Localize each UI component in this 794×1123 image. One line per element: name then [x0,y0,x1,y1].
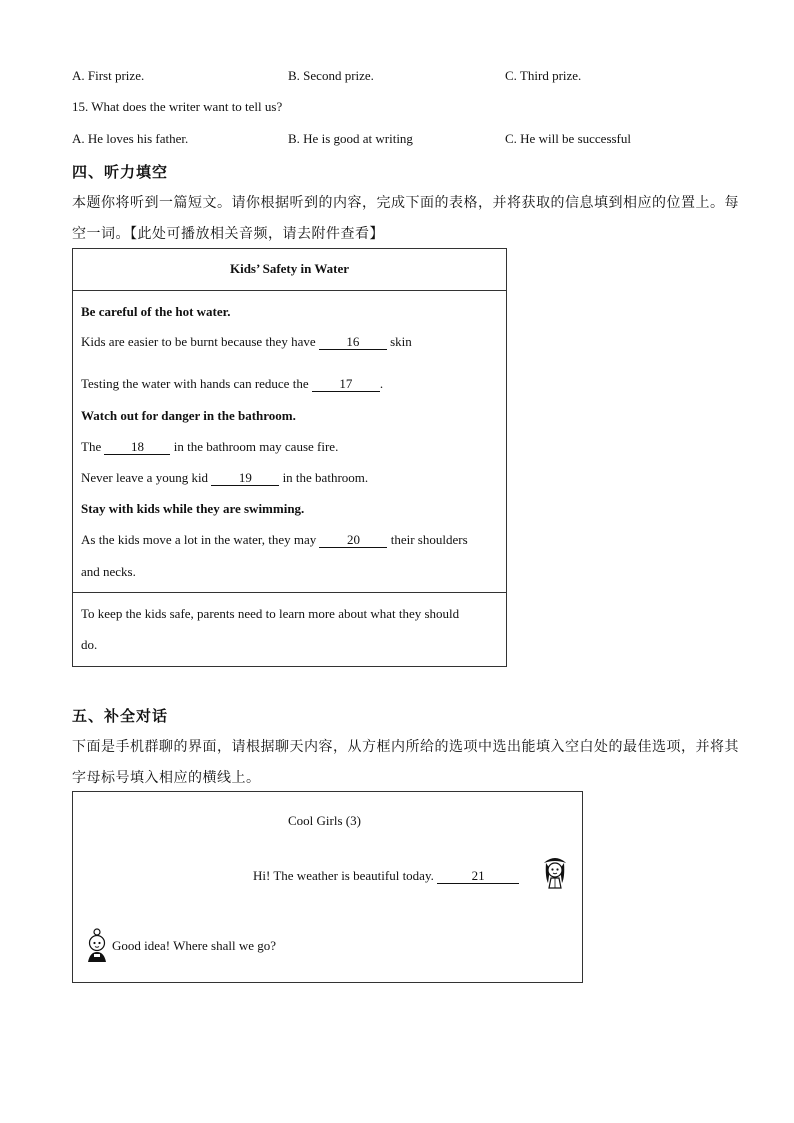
q14-option-a: A. First prize. [72,68,145,83]
section4-instruction-line1: 本题你将听到一篇短文。请你根据听到的内容，完成下面的表格，并将获取的信息填到相应的位置上。每 [72,195,739,211]
table-part2-heading: Watch out for danger in the bathroom. [81,408,296,423]
table-line-19-pre: Never leave a young kid [81,470,209,485]
chat-message-2: Good idea! Where shall we go? [112,938,277,953]
table-line-17-post: . [379,376,384,391]
table-title: Kids’ Safety in Water [229,261,350,276]
table-line-20-post: their shoulders [390,532,468,547]
table-line-16-pre: Kids are easier to be burnt because they have [81,334,316,349]
table-part1-heading: Be careful of the hot water. [81,304,231,319]
table-line-21: and necks. [81,564,136,579]
chat-message-1 [253,868,519,884]
section4-instruction-line2: 空一词。【此处可播放相关音频，请去附件查看】 [72,226,384,242]
table-summary-line2: do. [81,637,98,652]
section4-heading: 四、听力填空 [72,163,169,181]
table-line-17-pre: Testing the water with hands can reduce the [81,376,309,391]
q14-option-c: C. Third prize. [505,68,582,83]
table-line-18-post: in the bathroom may cause fire. [173,439,339,454]
table-line-20 [81,532,468,548]
section5-heading: 五、补全对话 [72,707,169,725]
q15-option-b: B. He is good at writing [288,131,413,146]
blank-21[interactable]: 21 [437,868,519,884]
girl-avatar-icon [540,853,570,889]
q15-option-c: C. He will be successful [505,131,632,146]
table-line-19-post: in the bathroom. [282,470,369,485]
blank-20[interactable]: 20 [319,532,387,548]
blank-17[interactable]: 17 [312,376,380,392]
blank-19[interactable]: 19 [211,470,279,486]
chat-title: Cool Girls (3) [288,813,361,828]
q14-option-b: B. Second prize. [288,68,374,83]
table-line-16-post: skin [390,334,412,349]
table-line-18 [81,439,338,455]
table-divider-top [72,290,507,291]
q15-option-a: A. He loves his father. [72,131,189,146]
blank-18[interactable]: 18 [104,439,170,455]
table-line-17 [81,376,383,392]
table-line-19 [81,470,368,486]
table-line-20-pre: As the kids move a lot in the water, they may [81,532,317,547]
table-part3-heading: Stay with kids while they are swimming. [81,501,305,516]
q15-question: 15. What does the writer want to tell us? [72,99,283,114]
table-line-18-pre: The [81,439,102,454]
section5-instruction-line2: 字母标号填入相应的横线上。 [72,770,261,786]
section5-instruction-line1: 下面是手机群聊的界面，请根据聊天内容，从方框内所给的选项中选出能填入空白处的最佳选项，并将其 [72,739,739,755]
table-line-16 [81,334,412,350]
blank-16[interactable]: 16 [319,334,387,350]
girl-bun-avatar-icon [82,928,112,964]
table-summary-line1: To keep the kids safe, parents need to learn more about what they should [81,606,460,621]
chat-message-1-text: Hi! The weather is beautiful today. [253,868,434,883]
table-divider-bottom [72,592,507,593]
